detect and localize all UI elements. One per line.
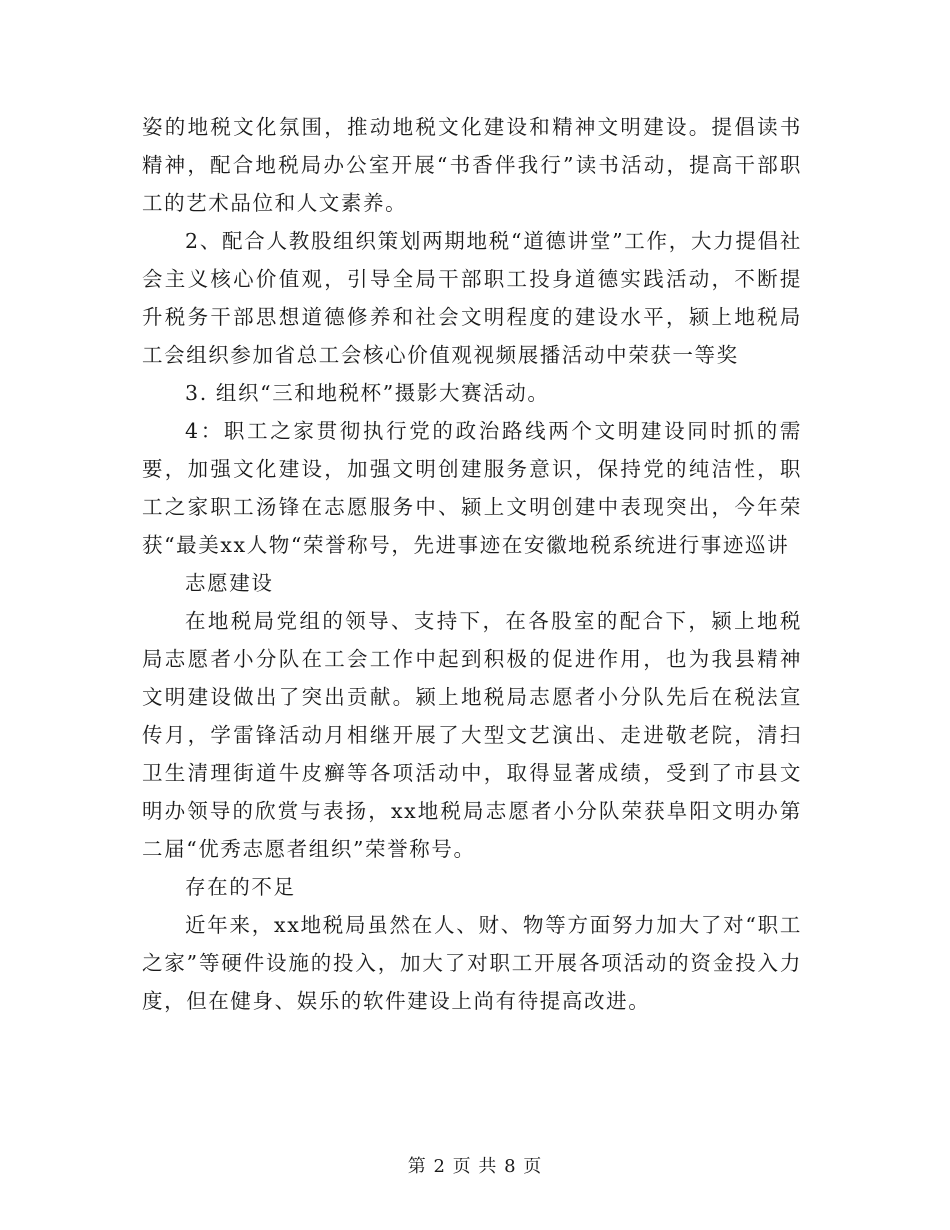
document-body (142, 108, 802, 1020)
paragraph-item-4: 4：职工之家贯彻执行党的政治路线两个文明建设同时抓的需要，加强文化建设，加强文明创建服务意识，保持党的纯洁性，职工之家职工汤锋在志愿服务中、颍上文明创建中表现突出，今年荣获“最美xx人物“荣誉称号，先进事迹在安徽地税系统进行事迹巡讲 (142, 419, 802, 557)
page-number: 第 2 页 共 8 页 (407, 1156, 543, 1177)
paragraph-shortcomings: 近年来，xx地税局虽然在人、财、物等方面努力加大了对“职工之家”等硬件设施的投入，加大了对职工开展各项活动的资金投入力度，但在健身、娱乐的软件建设上尚有待提高改进。 (142, 913, 802, 1013)
paragraph-item-3: 3. 组织“三和地税杯”摄影大赛活动。 (185, 381, 550, 405)
paragraph-item-2: 2、配合人教股组织策划两期地税“道德讲堂”工作，大力提倡社会主义核心价值观，引导全局干部职工投身道德实践活动，不断提升税务干部思想道德修养和社会文明程度的建设水平，颍上地税局工会组织参加省总工会核心价值观视频展播活动中荣获一等奖 (142, 229, 802, 367)
paragraph-continuation: 姿的地税文化氛围，推动地税文化建设和精神文明建设。提倡读书精神，配合地税局办公室开展“书香伴我行”读书活动，提高干部职工的艺术品位和人文素养。 (142, 115, 802, 215)
section-heading-shortcomings: 存在的不足 (185, 875, 296, 899)
paragraph-volunteer: 在地税局党组的领导、支持下，在各股室的配合下，颍上地税局志愿者小分队在工会工作中起到积极的促进作用，也为我县精神文明建设做出了突出贡献。颍上地税局志愿者小分队先后在税法宣传月，学雷锋活动月相继开展了大型文艺演出、走进敬老院，清扫卫生清理街道牛皮癣等各项活动中，取得显著成绩，受到了市县文明办领导的欣赏与表扬，xx地税局志愿者小分队荣获阜阳文明办第二届“优秀志愿者组织”荣誉称号。 (142, 609, 802, 861)
section-heading-volunteer: 志愿建设 (185, 571, 274, 595)
